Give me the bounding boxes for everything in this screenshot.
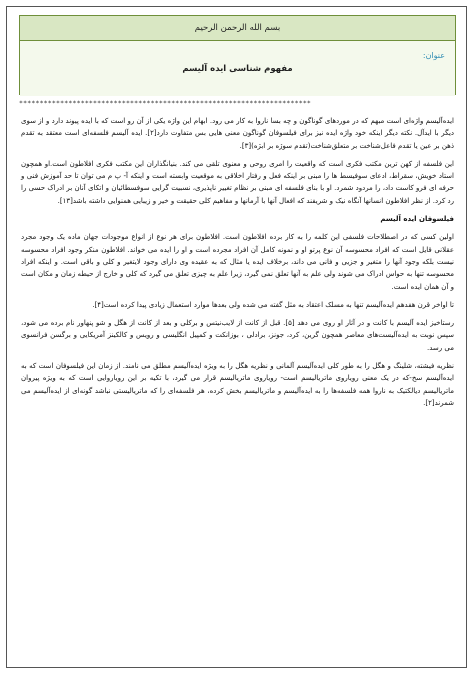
paragraph-plato: اولین کسی که در اصطلاحات فلسفی این کلمه را به کار برده افلاطون است. افلاطون برای هر نوع از انواع موجودات جهان ماده یک وجود مجرد عقلانی قایل است که افراد محسوسه آن نوع پرتو او و نمونه کامل آن افراد مجرده است و او را ایده می خواند. افلاطون منکر وجود افراد محسوسه نیست بلکه وجود آنها را متغیر و جزیی و فانی می داند، برخلاف ایده یا مثال که به عقیده وی دارای وجود لایتغیر و کلی و باقی است. و اینکه افراد محسوسه تنها به حواس ادراک می شوند ولی علم به آنها تعلق نمی گیرد، زیرا علم به چیزی تعلق می گیرد که کلی و خارج از حیطه زمان و مکان است و آن همان ایده است. [21,233,454,291]
paragraph-17th-century: تا اواخر قرن هفدهم ایده‌آلیسم تنها به مسلک اعتقاد به مثل گفته می شده ولی بعدها موارد استعمال زیادی پیدا کرده است[۴]. [92,300,454,309]
document-page [6,6,467,668]
title-box-body [20,41,455,96]
star-separator: *********************************************************************** [19,99,312,107]
title-box [19,15,456,95]
article-body [21,115,454,415]
paragraph-definition: ایده‌آلیسم واژه‌ای است مبهم که در موردهای گوناگون و چه بسا ناروا به کار می رود. ابهام این واژه یکی از آن رو است که با ایده پیوند دارد و از سوی دیگر با ایدآل. نکته دیگر اینکه خود واژه ایده نیز برای فیلسوفان گوناگون معنی هایی بس متفاوت دارد[۲]. ایده آلیسم فلسفه‌ای است معتقد به تقدم ذهن بر عین یا تقدم فاعل‌شناخت بر متعلق‌شناخت(تقدم سوژه بر ابژه)[۳]. [21,117,455,150]
basmala: بسم الله الرحمن الرحيم [20,16,455,41]
title-label: عنوان: [422,51,445,60]
page-title: مفهوم شناسی ایده آلیسم [182,64,293,74]
section-heading: فیلسوفان ایده آلیسم [380,215,454,224]
paragraph-kant: رستاخیز ایده آلیسم با کانت و در آثار او روی می دهد [۵]. قبل از کانت از لایب‌نیتس و برکلی و بعد از کانت از هگل و شو پنهاور نام برده می شود، سپس نوبت به ایده‌آلیست‌های معاصر همچون گرین، کرد، جونز، برادلی ، بوزانکت و کمپیل انگلیسی و رویس و کالکینز آمریکایی و برگسن فرانسوی می رسد. [21,319,454,352]
paragraph-german-idealism: نظریه فیشته، شلینگ و هگل را به طور کلی ایده‌آلیسم آلمانی و نظریه هگل را به ویژه ایده‌آلیسم مطلق می نامند. از زمان این فیلسوفان است که به ایده‌آلیسم سخ-که در یک معنی رویاروی ماتریالیسم است- رویاروی ماتریالیسم قرار می گیرد، با تکیه بر این رویاروایی است که به ویژه پیروان ماتریالیسم دیالکتیک به ناروا همه فلسفه‌ها را به ایده‌آلیسم و ماتریالیسم بخش کرده، هر فلسفه‌ای را که ماتریالیستی نباشد گونه‌ای از ایده‌آلیسم می شمرند[۲]. [21,362,454,407]
paragraph-history: این فلسفه از کهن ترین مکتب فکری است که واقعیت را امری روحی و معنوی تلقی می کند. بنیانگذاران این مکتب فکری افلاطون است.او همچون استاد خویش، سقراط، ادعای سوفیسط ها را مبنی بر اینکه فعل و رفتار اخلاقی به موقعیت وابسته است و اینکه آ- پ م می توان تا حد آموزش فنی و حرفه ای فرو کاست داد، را مردود شمرد. او با بنای فلسفه ای مبنی بر نظام تغییر ناپذیری، نسبیت گرایی سوفسطائیان و اتکای آنان بر ادراک حسی را رد کرد. از نظر افلاطون انسانها آنگاه نیک و شریفند که افعال آنها با آرمانها و مفاهیم کلی حقیقت و خیر و زیبایی همنوایی داشته باشد[۱۳]. [21,159,454,205]
